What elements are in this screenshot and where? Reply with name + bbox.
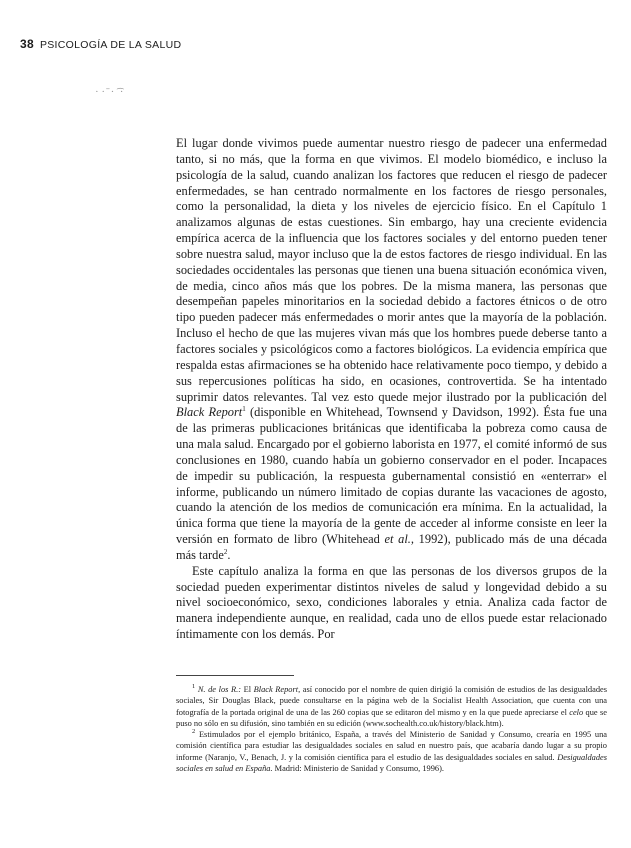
page-number: 38	[20, 37, 34, 51]
footnote-1-part-2: , así conocido por el nombre de quien dirigió la comisión de estudios de las desigualdades sociales, Sir Douglas Black, puede consultarse en la página web de la Socialist Health Association, que cuenta con una fotografía de la portada original de una de las 260 copias que se editaron del mismo y en la que puede apreciarse el	[176, 685, 607, 717]
footnote-ref-1: 1	[242, 405, 246, 414]
paragraph-1-part-2: (disponible en Whitehead, Townsend y Davidson, 1992). Ésta fue una de las primeras publicaciones británicas que identificaba la pobreza como causa de una mala salud. Encargado por el gobierno laborista en 1977, el comité informó de sus conclusiones en 1980, cuando había un gobierno conservador en el poder. Incapaces de impedir su publicación, la respuesta gubernamental consistió en «enterrar» el informe, publicando un número limitado de copias durante las vacaciones de agosto, cuando la atención de los medios de comunicación era mínima. En la actualidad, la única forma que tiene la mayoría de la gente de acceder al informe consiste en leer la versión en formato de libro (Whitehead	[176, 405, 608, 547]
footnote-1	[176, 684, 607, 729]
paragraph-1-part-3: 1992), publicado más de una década más tarde	[176, 532, 607, 562]
paragraph-1-part-4: .	[227, 547, 231, 562]
paragraph-1	[176, 136, 607, 564]
footnote-2-number: 2	[192, 728, 196, 736]
footnote-ref-2: 2	[223, 547, 228, 556]
footnote-2-part-1: Estimulados por el ejemplo británico, España, a través del Ministerio de Sanidad y Consumo, crearía en 1995 una comisión científica para estudiar las desigualdades sociales en salud en nuestro país, que acabaría dando lugar a su propio informe (Naranjo, V., Benach, J. y la comisión científica para el estudio de las desigualdades sociales en salud.	[176, 730, 607, 762]
footnote-1-number: 1	[192, 683, 196, 691]
footnote-1-celo: celo	[569, 707, 584, 717]
footnote-2-part-2: Madrid: Ministerio de Sanidad y Consumo, 1996).	[272, 764, 444, 774]
et-al: et al.,	[384, 532, 414, 547]
running-title: PSICOLOGÍA DE LA SALUD	[39, 39, 182, 51]
footnotes	[176, 684, 607, 774]
paragraph-1-part-1: El lugar donde vivimos puede aumentar nuestro riesgo de padecer una enfermedad tanto, si no más, que la forma en que vivimos. El modelo biomédico, e incluso la psicología de la salud, cuando analizan los factores que reducen el riesgo de padecer enfermedades, se han centrado normalmente en los factores de riesgo personales, como la personalidad, la dieta y los niveles de ejercicio físico. En el Capítulo 1 analizamos algunas de estas cuestiones. Sin embargo, hay una creciente evidencia empírica acerca de la influencia que los factores sociales y del entorno pueden tener sobre nuestra salud, mayor incluso que la de estos factores de riesgo individual. En las sociedades occidentales las personas que tienen una buena situación económica viven, de media, cinco años más que los pobres. De la misma manera, las personas que desempeñan papeles minoritarios en la sociedad debido a factores étnicos o de otro tipo pueden padecer más enfermedades o morir antes que la mayoría de la población. Incluso el hecho de que las mujeres vivan más que los hombres puede deberse tanto a factores sociales y psicológicos como a factores biológicos. La evidencia empírica que respalda estas afirmaciones se ha obtenido hace relativamente poco tiempo, y debido a sus repercusiones políticas ha sido, en ocasiones, controvertida. Se ha intentado suprimir datos relevantes. Tal vez esto quede mejor ilustrado por la publicación del	[176, 136, 607, 404]
body-text	[176, 136, 607, 643]
running-header	[20, 37, 181, 51]
footnote-1-label: N. de los R.:	[197, 685, 241, 694]
footnote-1-title: Black Report	[253, 685, 299, 694]
scan-marks: · · ̄ · ͡ ·	[95, 86, 124, 98]
footnote-rule	[176, 675, 294, 676]
footnote-1-part-3: que se puso no sólo en su difusión, sino también en su edición (www.sochealth.co.uk/history/black.htm).	[176, 707, 607, 728]
footnote-2	[176, 729, 607, 774]
black-report-title: Black Report	[176, 405, 243, 420]
footnote-2-title: Desigualdades sociales en salud en España.	[176, 752, 607, 774]
footnote-1-part-1: El	[240, 685, 254, 694]
paragraph-2: Este capítulo analiza la forma en que las personas de los diversos grupos de la sociedad pueden experimentar distintos niveles de salud y longevidad debido a su nivel socioeconómico, sexo, condiciones laborales y etnia. Analiza cada factor de manera independiente aunque, en realidad, cada uno de ellos puede estar relacionado íntimamente con los demás. Por	[176, 563, 607, 642]
